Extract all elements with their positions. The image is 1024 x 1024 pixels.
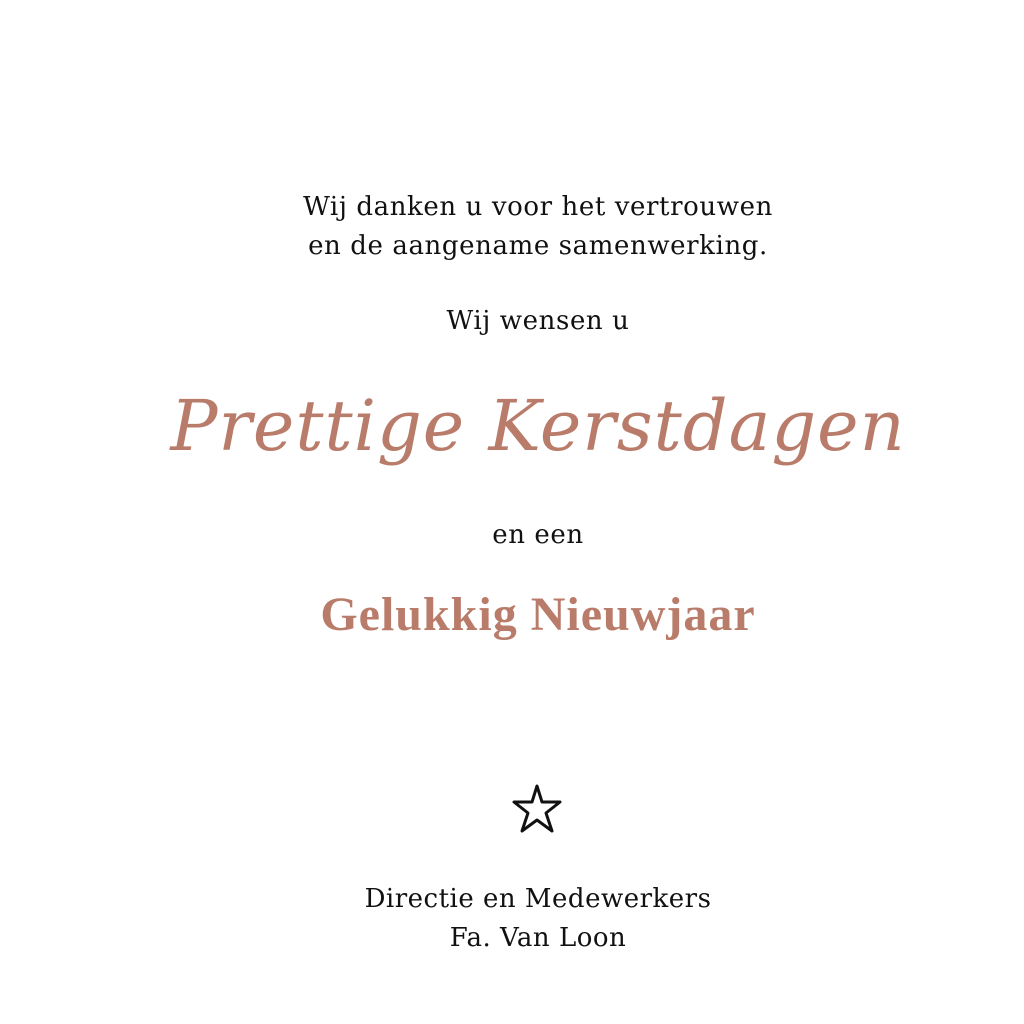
wish-line: Wij wensen u [446,306,630,336]
christmas-greeting: Prettige Kerstdagen [170,385,906,467]
thanks-line-2: en de aangename samenwerking. [308,231,768,261]
star-icon [510,783,564,835]
signature-line-2: Fa. Van Loon [449,923,627,953]
signature-line-1: Directie en Medewerkers [364,884,712,914]
thanks-line-1: Wij danken u voor het vertrouwen [303,192,773,222]
new-year-greeting: Gelukkig Nieuwjaar [320,588,756,641]
connector-text: en een [492,520,584,550]
